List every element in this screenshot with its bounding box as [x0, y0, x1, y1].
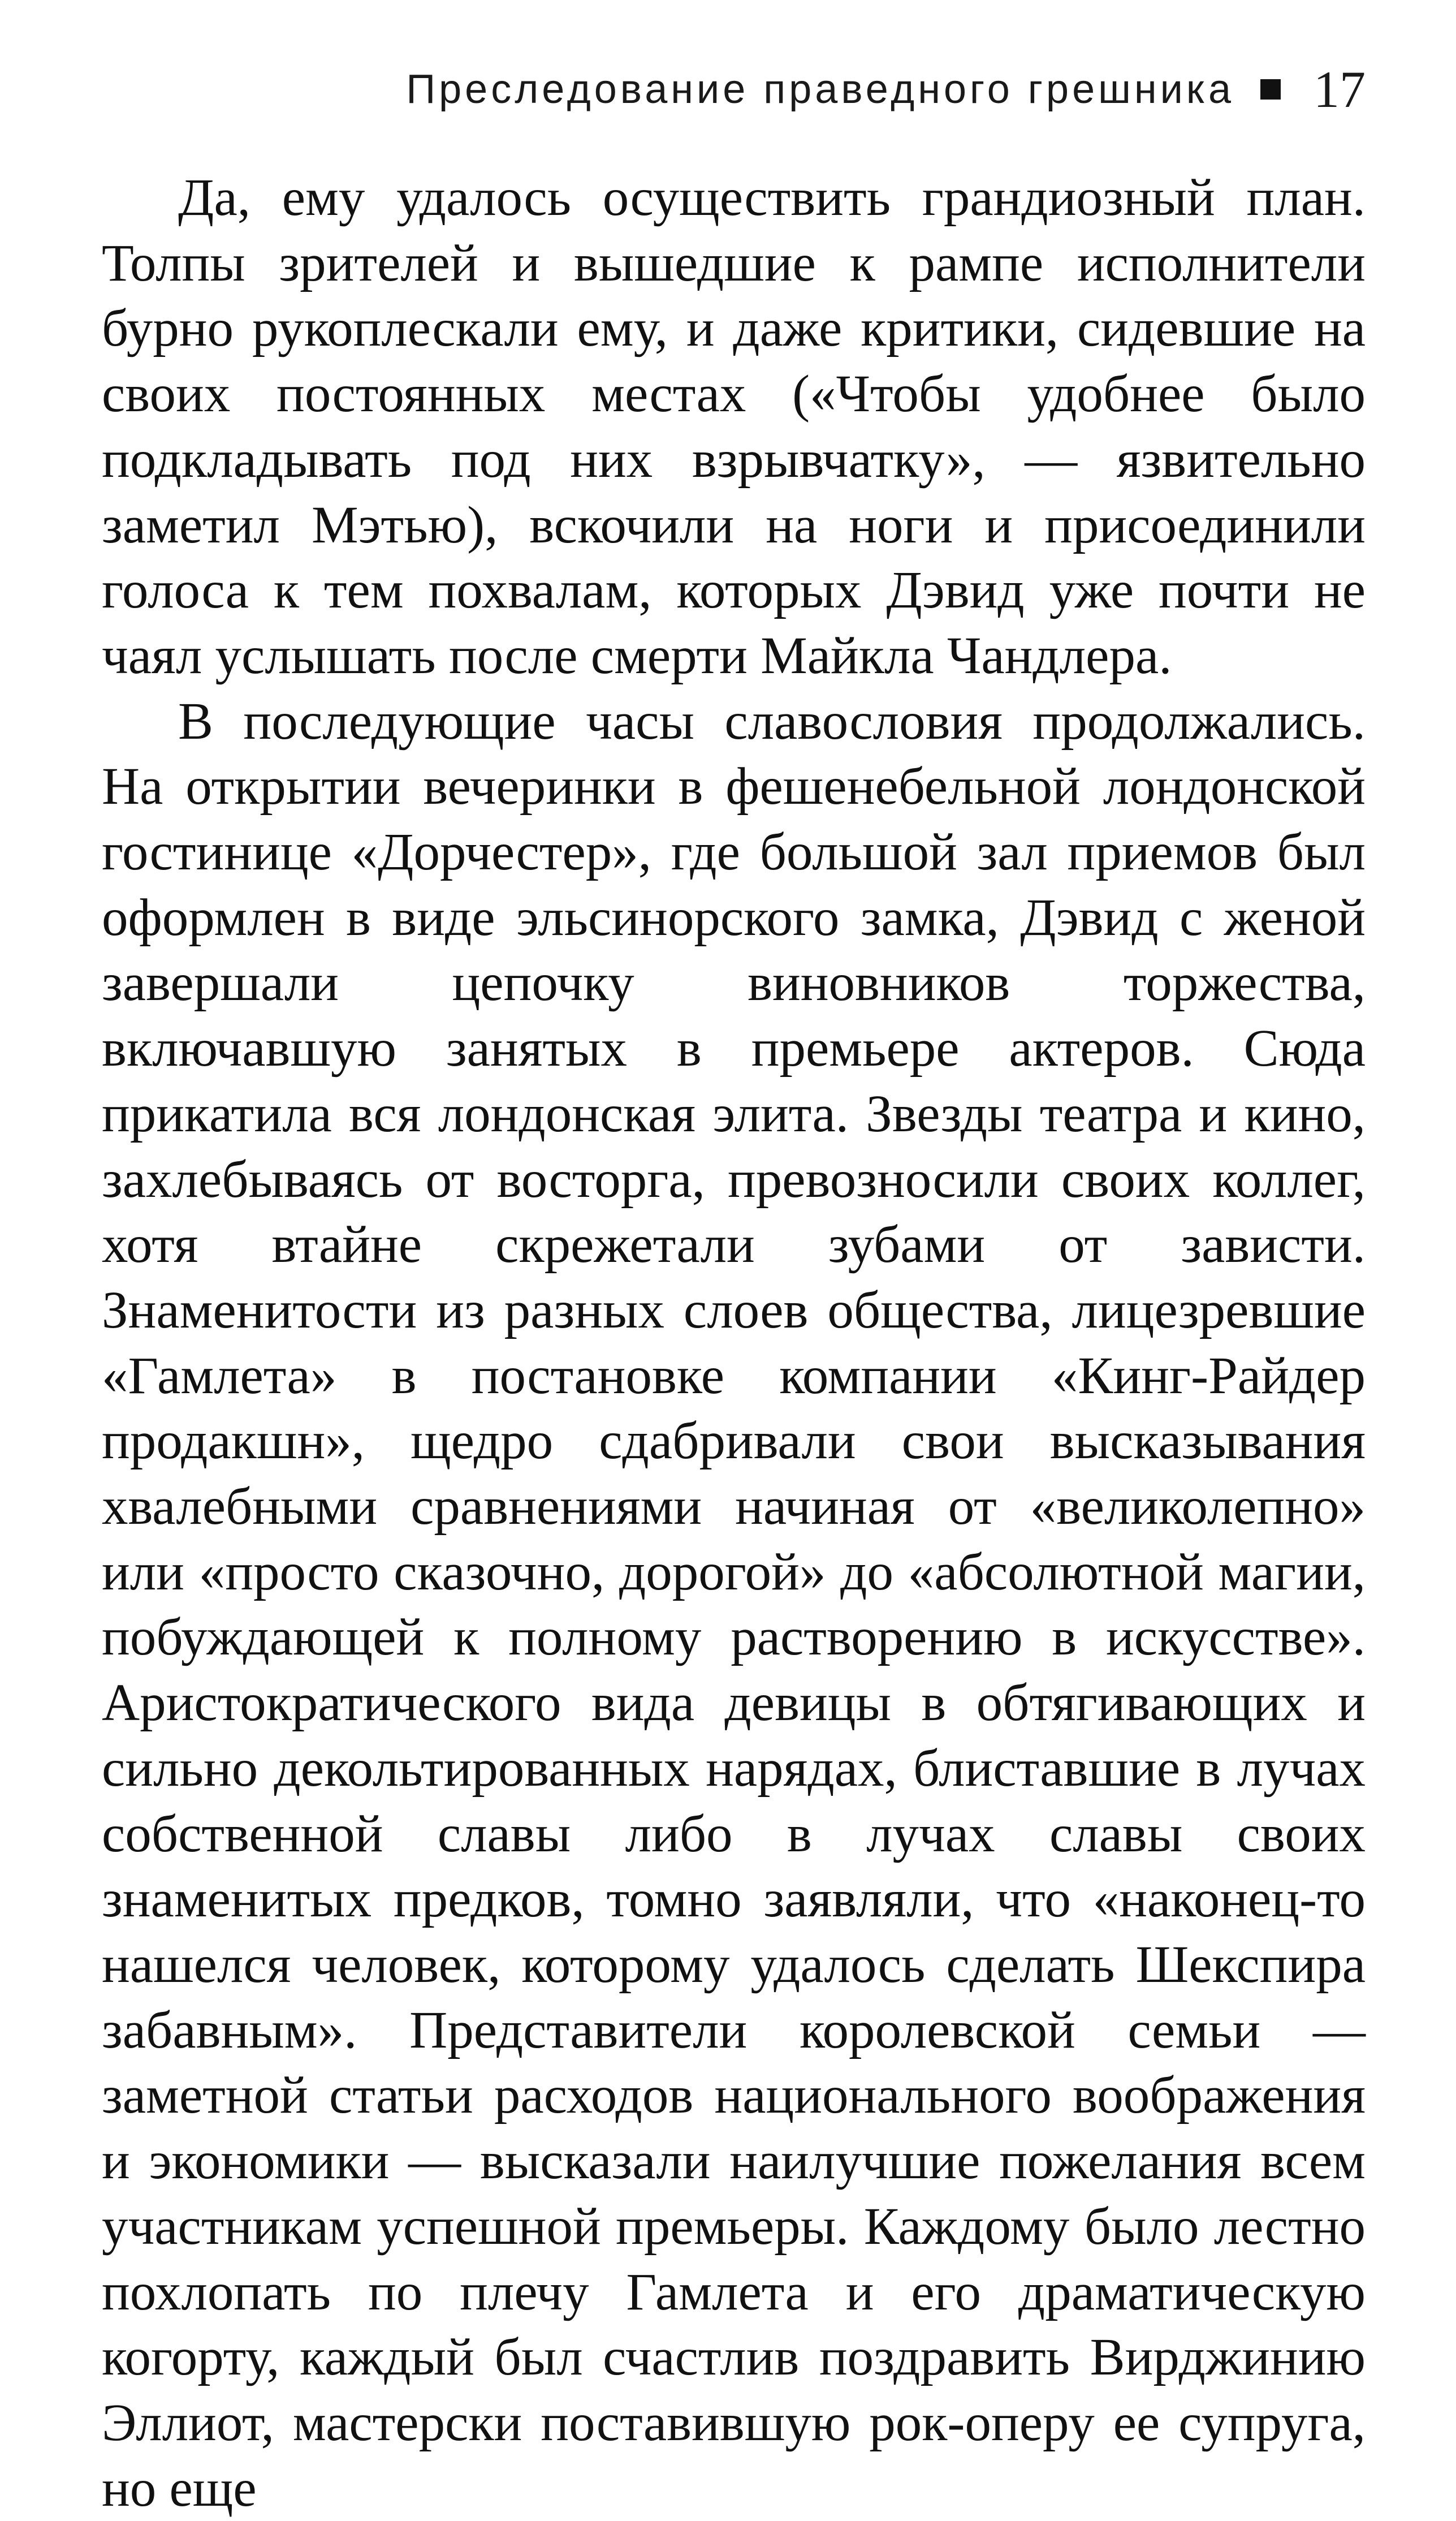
paragraph: В последующие часы славословия продолжались. На открытии вечеринки в фешенебельной лондонской гостинице «Дорчестер», где большой зал приемов был оформлен в виде эльсинорского замка, Дэвид с женой завершали цепочку виновников торжества, включавшую занятых в премьере актеров. Сюда прикатила вся лондонская элита. Звезды театра и кино, захлебываясь от восторга, превозносили своих коллег, хотя втайне скрежетали зубами от зависти. Знаменитости из разных слоев общества, лицезревшие «Гамлета» в постановке компании «Кинг-Райдер продакшн», щедро сдабривали свои высказывания хвалебными сравнениями начиная от «великолепно» или «просто сказочно, дорогой» до «абсолютной магии, побуждающей к полному растворению в искусстве». Аристократического вида девицы в обтягивающих и сильно декольтированных нарядах, блиставшие в лучах собственной славы либо в лучах славы своих знаменитых предков, томно заявляли, что «наконец-то нашелся человек, которому удалось сделать Шекспира забавным». Представители королевской семьи — заметной статьи расходов национального воображения и экономики — высказали наилучшие пожелания всем участникам успешной премьеры. Каждому было лестно похлопать по плечу Гамлета и его драматическую когорту, каждый был счастлив поздравить Вирджинию Эллиот, мастерски поставившую рок-оперу ее супруга, но еще — [102, 692, 1366, 2518]
running-header — [406, 59, 1366, 119]
chapter-title: Преследование праведного грешника — [406, 67, 1234, 112]
paragraph: Да, ему удалось осуществить грандиозный план. Толпы зрителей и вышедшие к рампе исполнители бурно рукоплескали ему, и даже критики, сидевшие на своих постоянных местах («Чтобы удобнее было подкладывать под них взрывчатку», — язвительно заметил Мэтью), вскочили на ноги и присоединили голоса к тем похвалам, которых Дэвид уже почти не чаял услышать после смерти Майкла Чандлера. — [102, 169, 1366, 685]
page-number: 17 — [1314, 61, 1366, 118]
square-bullet-icon — [1260, 79, 1281, 100]
body-text — [102, 165, 1366, 2521]
book-page — [102, 0, 1366, 2518]
